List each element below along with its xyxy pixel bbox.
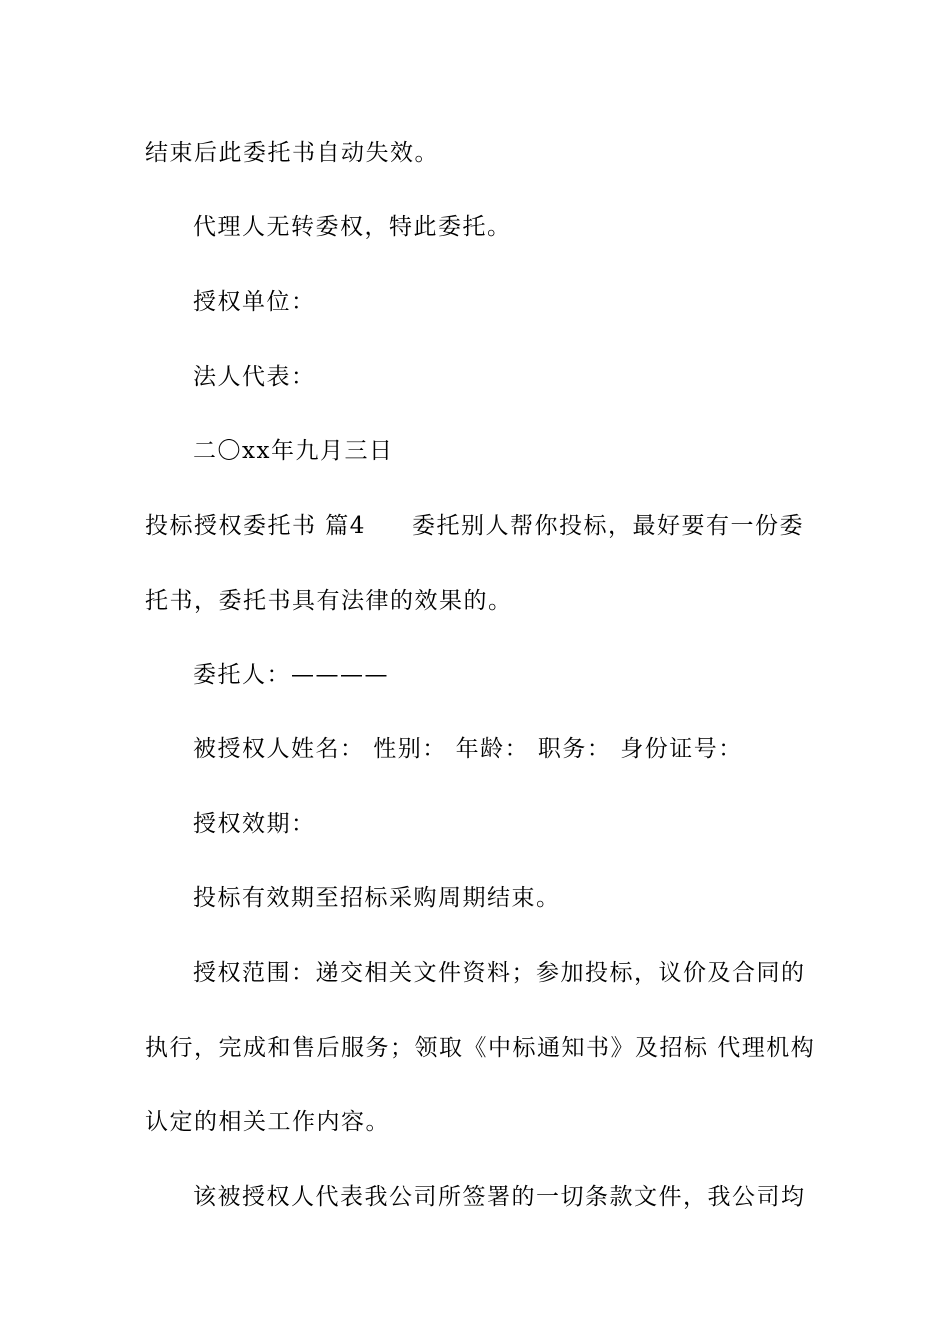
paragraph-line: 被授权人姓名： 性别： 年龄： 职务： 身份证号： [193, 736, 743, 762]
section-heading-line [145, 511, 810, 541]
paragraph-line: 授权效期： [193, 811, 316, 837]
paragraph-line: 代理人无转委权，特此委托。 [193, 214, 512, 240]
paragraph-line: 认定的相关工作内容。 [145, 1109, 390, 1135]
paragraph-line: 该被授权人代表我公司所签署的一切条款文件，我公司均 [193, 1184, 806, 1210]
paragraph-line: 法人代表： [193, 364, 316, 390]
paragraph-line: 投标有效期至招标采购周期结束。 [193, 885, 561, 911]
paragraph-line: 结束后此委托书自动失效。 [145, 140, 439, 166]
paragraph-line: 授权单位： [193, 289, 316, 315]
date-line: 二〇xx年九月三日 [193, 438, 394, 464]
section-first-text: 委托别人帮你投标，最好要有一份委 [411, 513, 804, 539]
paragraph-line: 托书，委托书具有法律的效果的。 [145, 588, 513, 614]
paragraph-line: 授权范围：递交相关文件资料；参加投标，议价及合同的 [193, 960, 806, 986]
paragraph-line: 委托人：———— [193, 662, 389, 688]
section-title: 投标授权委托书 篇4 [145, 513, 366, 539]
paragraph-line: 执行，完成和售后服务；领取《中标通知书》及招标 代理机构 [145, 1035, 816, 1061]
